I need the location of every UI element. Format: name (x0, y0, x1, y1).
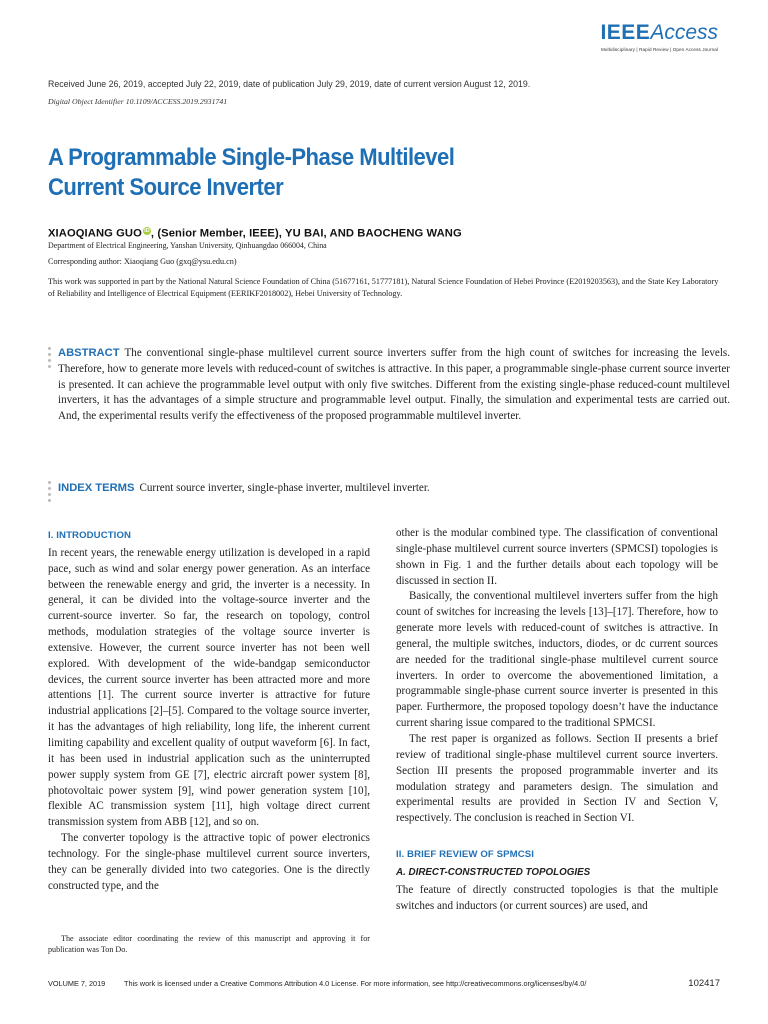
first-author: XIAOQIANG GUO (48, 227, 142, 240)
title-line-1: A Programmable Single-Phase Multilevel (48, 144, 455, 171)
title-line-2: Current Source Inverter (48, 174, 284, 201)
author-list (48, 227, 462, 240)
body-paragraph: In recent years, the renewable energy utilization is developed in a rapid pace, such as wind and solar energy power generation. As an interface between the renewable energy and grid, the inverter is a necessity. In general, it can be divided into the voltage-source inverter and the current-source inverter. So far, the research on topology, control methods, modulation strategies of the voltage source inverter is extensive. However, the current source inverter has not been well explored. With development of the wide-bandgap semiconductor devices, the current source inverter has been attracted more and more attentions [1]. The current source inverter is attractive for future industrial applications [2]–[5]. Compared to the voltage source inverter, it has the advantages of high reliability, long life, the inherent current limiting capability and excellent quality of output waveform [6]. In fact, it has been used in industrial application such as the uninterrupted power supply system from GE [7], electric aircraft power system [8], photovoltaic power system [9], wind power generation system [10], flexible AC transmission system [11], high voltage direct current transmission system from ABB [12], and so on. (48, 546, 370, 829)
logo-wordmark (600, 22, 718, 44)
body-paragraph: Basically, the conventional multilevel inverters suffer from the high count of switches for increasing the levels [13]–[17]. Therefore, how to generate more levels with reduced-count of switches is attractive. In general, the multiple switches, inductors, diodes, or dc current sources are needed for the traditional single-phase multilevel current source inverters. In order to overcome the abovementioned limitation, a programmable single-phase current source inverter is presented in this paper. Furthermore, the proposed topology doesn’t have the inductance current sharing issue compared to the traditional SPMCSI. (396, 590, 718, 730)
left-column (48, 526, 370, 894)
index-terms-dots-icon (48, 481, 52, 505)
section-heading-introduction: I. INTRODUCTION (48, 530, 132, 541)
journal-logo (600, 22, 718, 52)
index-terms-label: INDEX TERMS (58, 482, 135, 494)
logo-tagline: Multidisciplinary | Rapid Review | Open Access Journal (600, 47, 718, 52)
doi: Digital Object Identifier 10.1109/ACCESS.2019.2931741 (48, 97, 228, 106)
subsection-heading-direct: A. DIRECT-CONSTRUCTED TOPOLOGIES (396, 866, 591, 878)
right-column (396, 526, 718, 914)
editor-footnote: The associate editor coordinating the review of this manuscript and approving it for publication was Ton Do. (48, 934, 370, 954)
page-number: 102417 (688, 978, 720, 989)
footer-license[interactable]: This work is licensed under a Creative Commons Attribution 4.0 License. For more information, see http://creativecommons.org/licenses/by/4.0/ (124, 979, 587, 988)
abstract-label: ABSTRACT (58, 347, 120, 359)
body-paragraph: The rest paper is organized as follows. Section II presents a brief review of traditional single-phase multilevel current source inverters. Section III presents the proposed programmable inverter and its modulation strategy and parameters design. The simulation and experimental results are provided in Section IV and Section V, respectively. The conclusion is reached in Section VI. (396, 732, 718, 825)
logo-ieee: IEEE (600, 21, 651, 44)
footer-volume: VOLUME 7, 2019 (48, 979, 106, 988)
orcid-icon[interactable]: iD (144, 228, 150, 234)
body-paragraph: The converter topology is the attractive topic of power electronics technology. For the single-phase multilevel current source inverters, they can be generally divided into two categories. One is the directly constructed type, and the (48, 832, 370, 892)
logo-access: Access (650, 21, 718, 44)
body-paragraph: other is the modular combined type. The classification of conventional single-phase multilevel current source inverters (SPMCSI) topologies is shown in Fig. 1 and the further details about each topology will be discussed in section II. (396, 527, 718, 587)
abstract (58, 346, 730, 425)
corresponding-author: Corresponding author: Xiaoqiang Guo (gxq@ysu.edu.cn) (48, 257, 237, 266)
received-dates: Received June 26, 2019, accepted July 22, 2019, date of publication July 29, 2019, date of current version August 12, 2019. (48, 79, 531, 89)
abstract-text: The conventional single-phase multilevel current source inverters suffer from the high count of switches for increasing the levels. Therefore, how to generate more levels with reduced-count of switches is attractive. In this paper, a programmable single-phase current source inverter is presented. It can achieve the programmable level output with only five switches. Different from the existing single-phase reduced-count multilevel inverters, it has the advantages of a simple structure and programmable level output. Finally, the simulation and experimental tests are carried out. And, the experimental results verify the effectiveness of the proposed programmable multilevel inverter. (58, 347, 730, 423)
body-paragraph: The feature of directly constructed topologies is that the multiple switches and inductors (or current sources) are used, and (396, 883, 718, 912)
index-terms (58, 482, 730, 494)
section-heading-review: II. BRIEF REVIEW OF SPMCSI (396, 849, 534, 861)
abstract-dots-icon (48, 347, 52, 371)
funding-note: This work was supported in part by the National Natural Science Foundation of China (51677161, 51777181), Natural Science Foundation of Hebei Province (E2019203563), and the State Key Laboratory of Reliability and Intelligence of Electrical Equipment (EERIKF2018002), Hebei University of Technology. (48, 277, 719, 299)
index-terms-text: Current source inverter, single-phase inverter, multilevel inverter. (139, 482, 430, 494)
affiliation: Department of Electrical Engineering, Yanshan University, Qinhuangdao 066004, China (48, 241, 327, 250)
paper-title (48, 143, 454, 203)
other-authors: , (Senior Member, IEEE), YU BAI, AND BAOCHENG WANG (150, 227, 462, 240)
